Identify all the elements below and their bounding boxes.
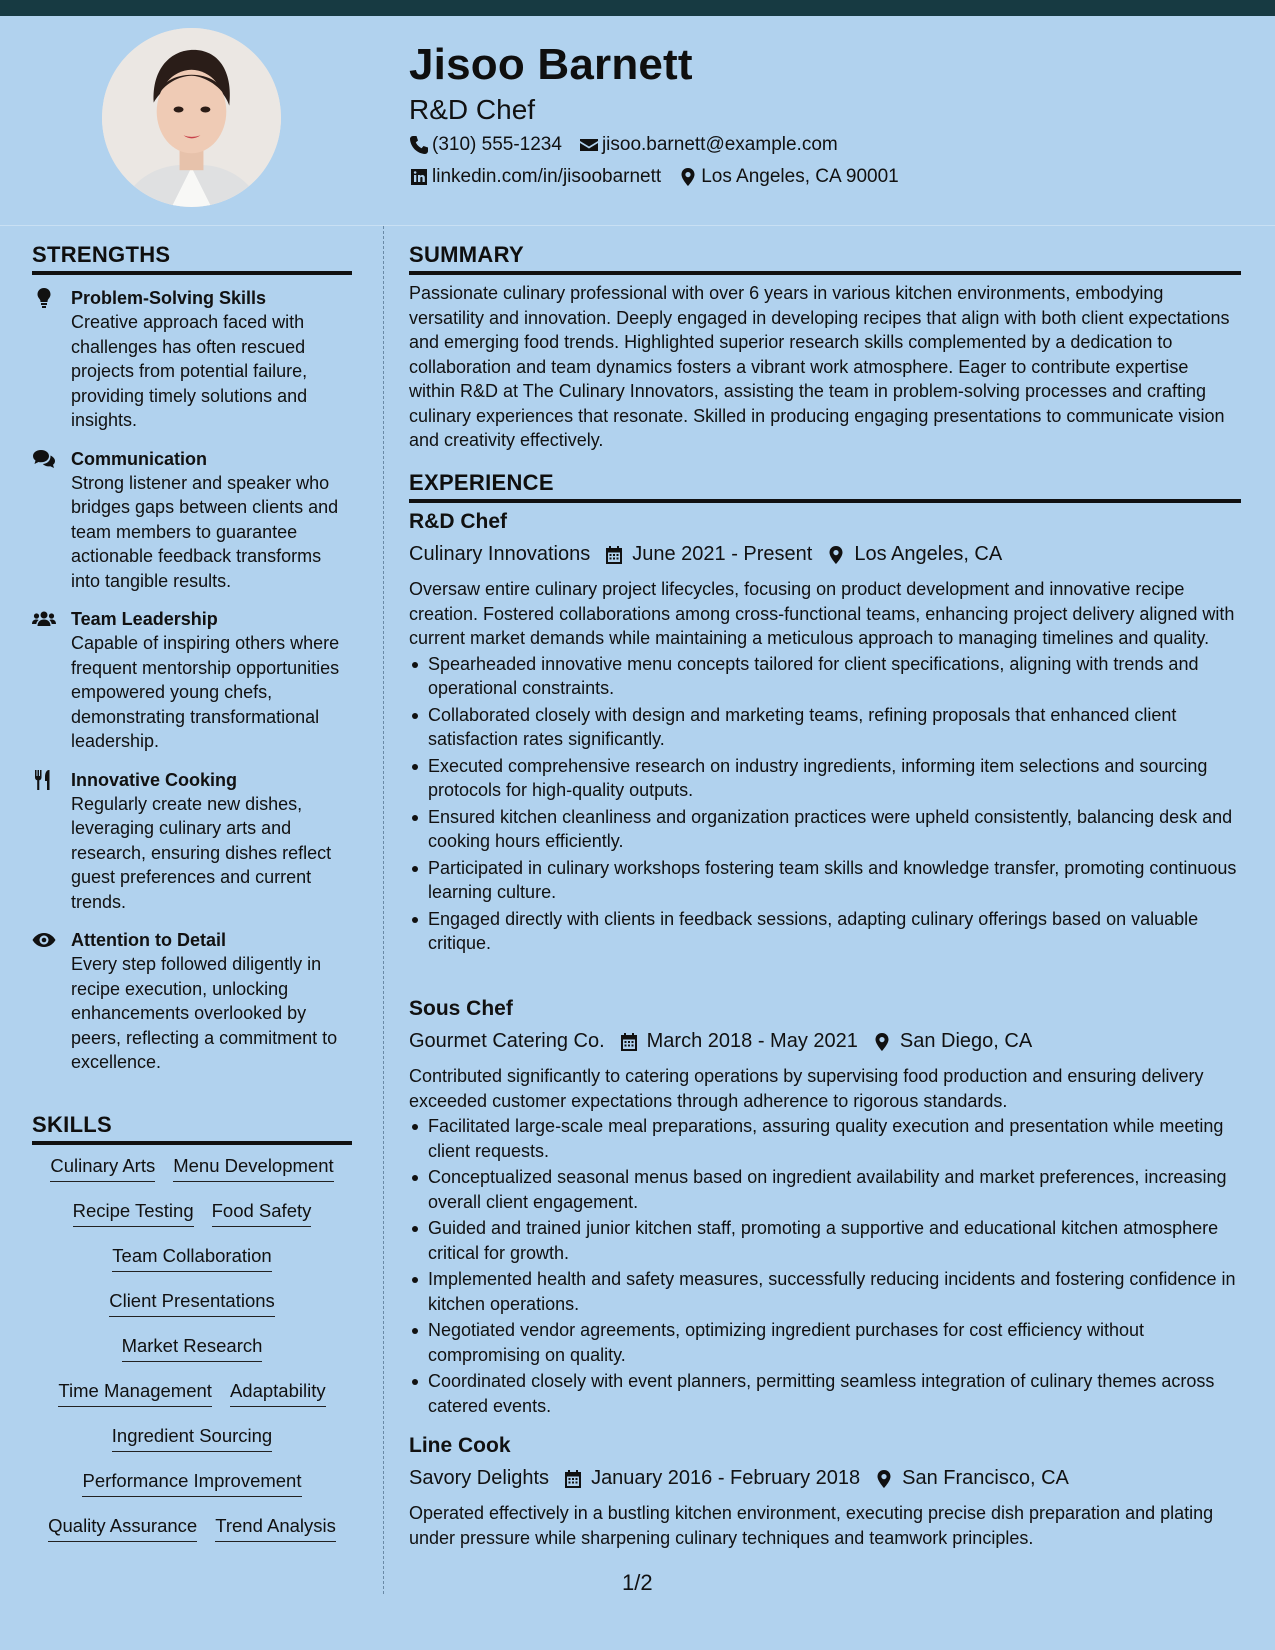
job-body: [409, 1501, 1239, 1550]
page-number: 1/2: [622, 1570, 653, 1595]
contact-row-secondary: [409, 166, 916, 188]
skill-tag: Trend Analysis: [215, 1513, 336, 1542]
skill-row: [32, 1288, 352, 1333]
job-bullets: [409, 652, 1239, 956]
strength-title: Team Leadership: [71, 609, 218, 629]
calendar-icon: [604, 545, 624, 565]
strengths-list: [32, 286, 352, 1089]
job-location: San Francisco, CA: [902, 1467, 1069, 1489]
strength-item: [32, 607, 352, 754]
skill-tag: Client Presentations: [109, 1288, 275, 1317]
email-text: jisoo.barnett@example.com: [601, 134, 838, 155]
skill-row: [32, 1468, 352, 1513]
skill-tag: Quality Assurance: [48, 1513, 197, 1542]
job-company: Culinary Innovations: [409, 543, 591, 565]
skill-tag: Recipe Testing: [73, 1198, 194, 1227]
bullet-item: Participated in culinary workshops fostering team skills and knowledge transfer, promoting continuous learning culture.: [409, 856, 1239, 905]
envelope-icon: [579, 135, 599, 155]
location-text: Los Angeles, CA 90001: [701, 166, 899, 187]
phone-text: (310) 555-1234: [432, 134, 562, 155]
job-bullets: [409, 1114, 1239, 1418]
candidate-name: Jisoo Barnett: [409, 40, 693, 89]
strength-item: [32, 447, 352, 594]
job-meta: [409, 1030, 1032, 1053]
bullet-item: Implemented health and safety measures, successfully reducing incidents and fostering confidence in kitchen operations.: [409, 1267, 1239, 1316]
map-pin-icon: [678, 167, 698, 187]
strength-item: [32, 286, 352, 433]
job-dates: March 2018 - May 2021: [646, 1030, 858, 1052]
strength-description: Capable of inspiring others where frequent mentorship opportunities empowered young chefs, demonstrating transformational leadership.: [71, 633, 340, 751]
phone-icon: [409, 135, 429, 155]
job-company: Savory Delights: [409, 1467, 550, 1489]
job-description: Oversaw entire culinary project lifecycles, focusing on product development and innovative recipe creation. Fostered collaborations among cross-functional teams, enhancing project delivery aligned with current market demands while maintaining a meticulous approach to managing timelines and quality.: [409, 579, 1235, 648]
calendar-icon: [563, 1469, 583, 1489]
job-title: Line Cook: [409, 1434, 511, 1457]
lightbulb-icon: [32, 287, 56, 309]
skill-tag: Ingredient Sourcing: [112, 1423, 272, 1452]
bullet-item: Ensured kitchen cleanliness and organization practices were upheld consistently, balancing desk and cooking hours efficiently.: [409, 805, 1239, 854]
bullet-item: Collaborated closely with design and marketing teams, refining proposals that enhanced client satisfaction rates significantly.: [409, 703, 1239, 752]
strength-item: [32, 768, 352, 915]
skill-tag: Adaptability: [230, 1378, 326, 1407]
job-location: San Diego, CA: [899, 1030, 1033, 1052]
job-title: Sous Chef: [409, 997, 513, 1020]
skill-tag: Food Safety: [212, 1198, 312, 1227]
bullet-item: Coordinated closely with event planners, permitting seamless integration of culinary themes across catered events.: [409, 1369, 1239, 1418]
job-description: Contributed significantly to catering operations by supervising food production and ensuring delivery exceeded customer expectations through adherence to rigorous standards.: [409, 1066, 1204, 1111]
skill-row: [32, 1333, 352, 1378]
location-contact: [678, 166, 899, 188]
skill-row: [32, 1513, 352, 1558]
job-description: Operated effectively in a bustling kitchen environment, executing precise dish preparation and plating under pressure while sharpening culinary techniques and teamwork principles.: [409, 1503, 1214, 1548]
phone-contact[interactable]: [409, 134, 562, 156]
map-pin-icon: [826, 545, 846, 565]
strength-description: Every step followed diligently in recipe execution, unlocking enhancements overlooked by peers, reflecting a commitment to excellence.: [71, 954, 338, 1072]
skills-heading: SKILLS: [32, 1112, 352, 1145]
utensils-icon: [32, 769, 56, 791]
job-location: Los Angeles, CA: [854, 543, 1003, 565]
summary-text: Passionate culinary professional with over 6 years in various kitchen environments, embodying versatility and innovation. Deeply engaged in developing recipes that align with both client expectations and emerging food trends. Highlighted superior research skills complemented by a dedication to collaboration and team dynamics fosters a vibrant work atmosphere. Eager to contribute expertise within R&D at The Culinary Innovators, assisting the team in problem-solving processes and crafting culinary experiences that resonate. Skilled in producing engaging presentations to communicate vision and creativity effectively.: [409, 283, 1230, 450]
bullet-item: Facilitated large-scale meal preparations, assuring quality execution and presentation while meeting client requests.: [409, 1114, 1239, 1163]
skill-row: [32, 1378, 352, 1423]
strength-description: Regularly create new dishes, leveraging culinary arts and research, ensuring dishes reflect guest preferences and current trends.: [71, 793, 332, 912]
profile-photo: [102, 28, 281, 207]
job-meta: [409, 543, 1002, 566]
map-pin-icon: [874, 1469, 894, 1489]
strengths-heading: STRENGTHS: [32, 242, 352, 275]
map-pin-icon: [872, 1032, 892, 1052]
job-title: R&D Chef: [409, 510, 507, 533]
skills-list: [32, 1153, 352, 1558]
job-body: [409, 577, 1239, 958]
skill-tag: Performance Improvement: [82, 1468, 301, 1497]
skill-row: [32, 1153, 352, 1198]
column-divider: [383, 226, 384, 1594]
bullet-item: Engaged directly with clients in feedback sessions, adapting culinary offerings based on valuable critique.: [409, 907, 1239, 956]
skill-tag: Time Management: [58, 1378, 212, 1407]
contact-row-primary: [409, 134, 855, 156]
bullet-item: Executed comprehensive research on industry ingredients, informing item selections and sourcing protocols for high-quality outputs.: [409, 754, 1239, 803]
bullet-item: Guided and trained junior kitchen staff, promoting a supportive and educational kitchen atmosphere critical for growth.: [409, 1216, 1239, 1265]
skill-row: [32, 1198, 352, 1243]
job-meta: [409, 1467, 1069, 1490]
job-dates: January 2016 - February 2018: [591, 1467, 861, 1489]
email-contact[interactable]: [579, 134, 838, 156]
linkedin-contact[interactable]: [409, 166, 661, 188]
strength-title: Attention to Detail: [71, 930, 226, 950]
comments-icon: [32, 448, 56, 470]
strength-description: Strong listener and speaker who bridges gaps between clients and team members to guarantee actionable feedback transforms into tangible results.: [71, 472, 339, 591]
bullet-item: Conceptualized seasonal menus based on ingredient availability and market preferences, increasing overall client engagement.: [409, 1165, 1239, 1214]
skill-tag: Culinary Arts: [50, 1153, 155, 1182]
skill-row: [32, 1243, 352, 1288]
job-company: Gourmet Catering Co.: [409, 1030, 605, 1052]
calendar-icon: [619, 1032, 639, 1052]
eye-icon: [32, 929, 56, 951]
summary-heading: SUMMARY: [409, 242, 1241, 275]
strength-description: Creative approach faced with challenges has often rescued projects from potential failure, providing timely solutions and insights.: [71, 312, 308, 430]
job-body: [409, 1064, 1239, 1420]
strength-title: Communication: [71, 448, 208, 469]
job-dates: June 2021 - Present: [632, 543, 813, 565]
strength-title: Problem-Solving Skills: [71, 288, 267, 308]
bullet-item: Spearheaded innovative menu concepts tailored for client specifications, aligning with trends and operational constraints.: [409, 652, 1239, 701]
skill-tag: Team Collaboration: [112, 1243, 271, 1272]
linkedin-text: linkedin.com/in/jisoobarnett: [432, 166, 662, 187]
skill-tag: Market Research: [122, 1333, 263, 1362]
linkedin-icon: [409, 167, 429, 187]
experience-heading: EXPERIENCE: [409, 470, 1241, 503]
bullet-item: Negotiated vendor agreements, optimizing ingredient purchases for cost efficiency without compromising on quality.: [409, 1318, 1239, 1367]
strength-item: [32, 928, 352, 1075]
strength-title: Innovative Cooking: [71, 769, 238, 790]
top-accent-bar: [0, 0, 1275, 16]
skill-tag: Menu Development: [173, 1153, 333, 1182]
skill-row: [32, 1423, 352, 1468]
header-divider: [0, 225, 1275, 226]
candidate-role: R&D Chef: [409, 94, 536, 125]
users-icon: [32, 608, 56, 630]
